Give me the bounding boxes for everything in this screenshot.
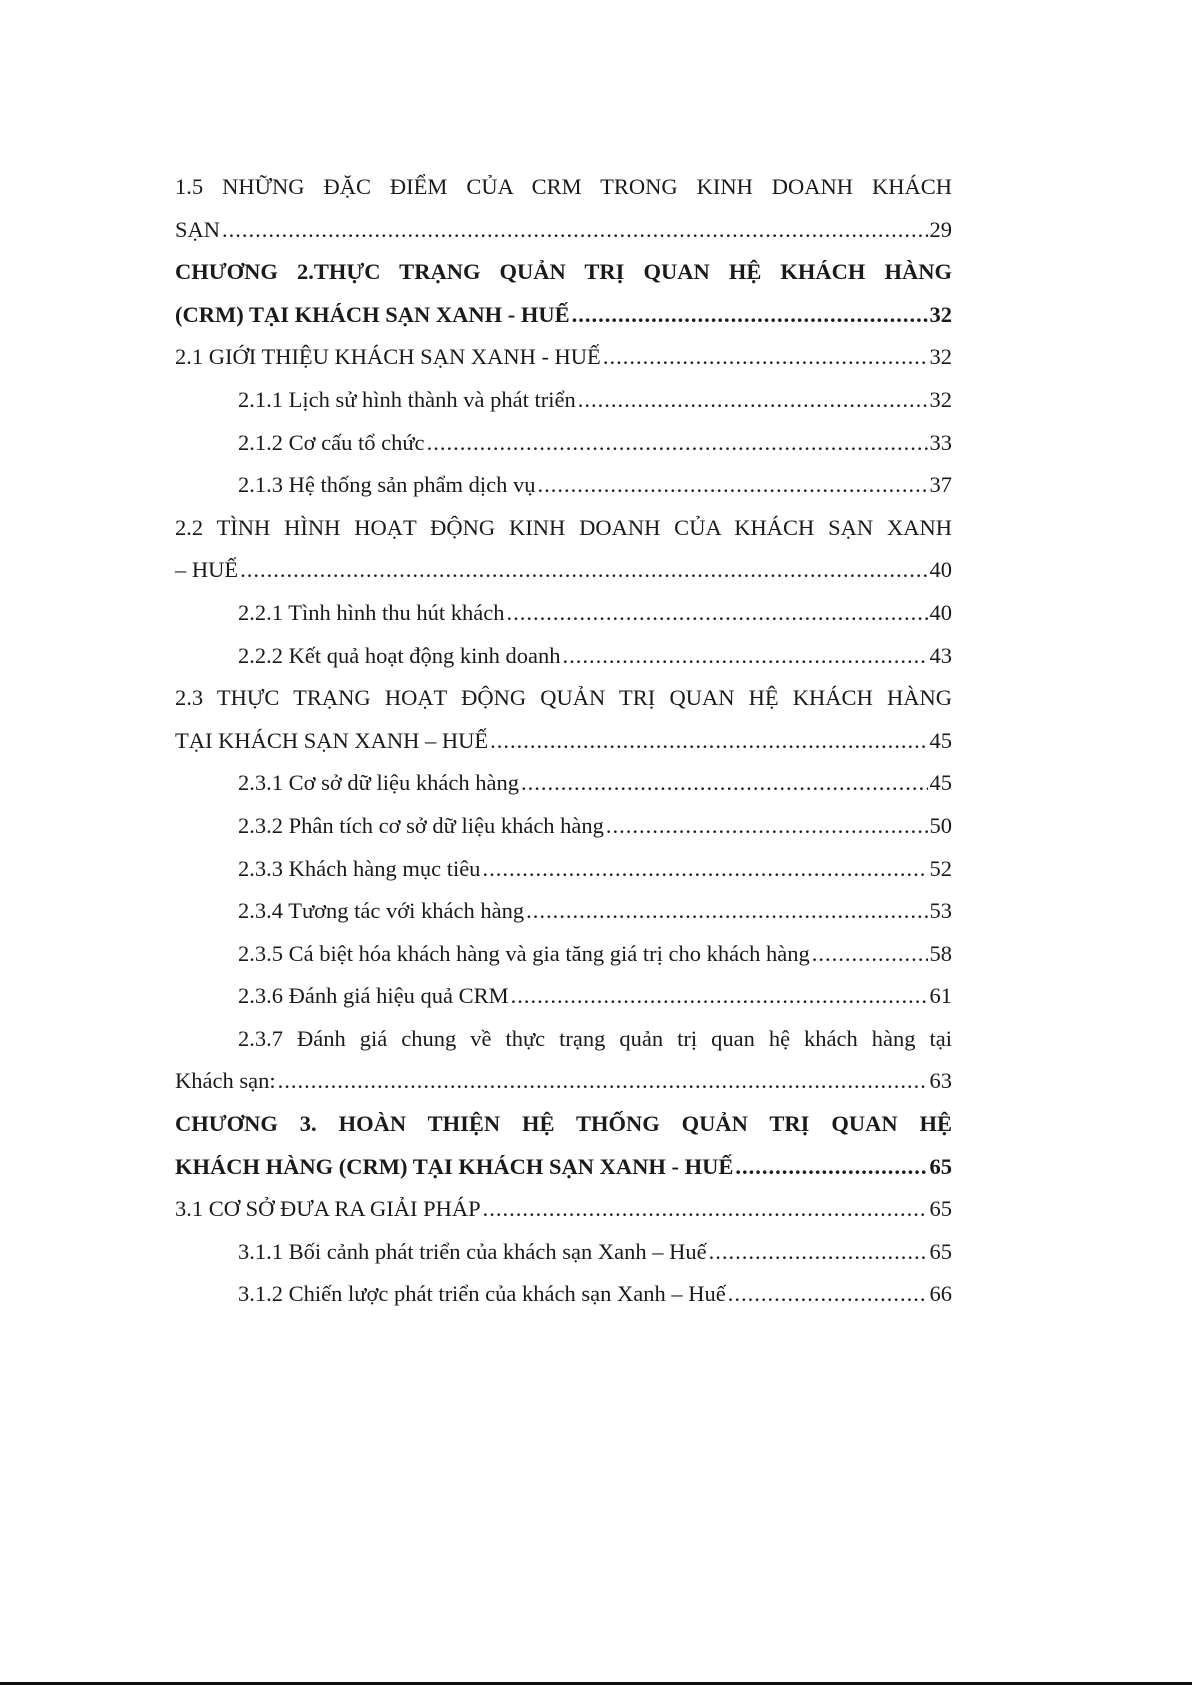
toc-entry-row [175, 336, 952, 379]
toc-entry-title: 3.1 CƠ SỞ ĐƯA RA GIẢI PHÁP [175, 1196, 481, 1222]
toc-page-number: 37 [929, 472, 952, 498]
toc-page-number: 29 [929, 216, 952, 242]
dot-leader [482, 848, 927, 891]
toc-page-number: 33 [929, 429, 952, 455]
toc-entry-title: 3.1.2 Chiến lược phát triển của khách sạn Xanh – Huế [238, 1281, 726, 1307]
toc-entry[interactable] [175, 805, 952, 848]
toc-entry-row [175, 762, 952, 805]
toc-entry-row [175, 805, 952, 848]
dot-leader [537, 464, 927, 507]
dot-leader [728, 1273, 928, 1316]
toc-entry-row [175, 635, 952, 678]
toc-page-number: 53 [929, 898, 952, 924]
toc-entry[interactable] [175, 890, 952, 933]
dot-leader [606, 805, 928, 848]
toc-entry-title: – HUẾ [175, 557, 239, 583]
toc-entry-title: 2.3.6 Đánh giá hiệu quả CRM [238, 983, 509, 1009]
dot-leader [240, 549, 927, 592]
dot-leader [578, 379, 928, 422]
dot-leader [278, 1060, 928, 1103]
toc-entry-title: 2.1.3 Hệ thống sản phẩm dịch vụ [238, 472, 536, 498]
toc-entry-title: 3.1.1 Bối cảnh phát triển của khách sạn Xanh – Huế [238, 1238, 707, 1264]
toc-entry-row [175, 1060, 952, 1103]
toc-page-number: 32 [929, 301, 952, 327]
toc-page-number: 40 [929, 599, 952, 625]
dot-leader [572, 294, 928, 337]
toc-page-number: 66 [929, 1281, 952, 1307]
toc-entry[interactable] [175, 1103, 952, 1188]
toc-entry-row [175, 720, 952, 763]
toc-entry[interactable] [175, 1231, 952, 1274]
toc-entry[interactable] [175, 635, 952, 678]
toc-entry[interactable] [175, 379, 952, 422]
dot-leader [562, 635, 927, 678]
toc-page-number: 45 [929, 770, 952, 796]
toc-entry[interactable] [175, 975, 952, 1018]
toc-page-number: 40 [929, 557, 952, 583]
toc-entry-title: KHÁCH HÀNG (CRM) TẠI KHÁCH SẠN XANH - HUẾ [175, 1153, 734, 1179]
dot-leader [521, 762, 928, 805]
dot-leader [490, 720, 927, 763]
dot-leader [506, 592, 927, 635]
toc-entry[interactable] [175, 848, 952, 891]
toc-entry-row [175, 209, 952, 252]
toc-page-number: 32 [929, 386, 952, 412]
dot-leader [427, 422, 928, 465]
dot-leader [511, 975, 928, 1018]
toc-entry-title: 2.2.2 Kết quả hoạt động kinh doanh [238, 642, 561, 668]
toc-entry-title-line: 2.3 THỰC TRẠNG HOẠT ĐỘNG QUẢN TRỊ QUAN HỆ KHÁCH HÀNG [175, 685, 952, 711]
toc-entry-row [175, 1273, 952, 1316]
toc-entry[interactable] [175, 166, 952, 251]
toc-entry-row [175, 549, 952, 592]
toc-entry-row [175, 422, 952, 465]
toc-entry-title: 2.3.2 Phân tích cơ sở dữ liệu khách hàng [238, 812, 604, 838]
toc-page-number: 32 [929, 344, 952, 370]
toc-entry[interactable] [175, 336, 952, 379]
toc-entry-title: SẠN [175, 216, 221, 242]
toc-entry-row [175, 1231, 952, 1274]
toc-entry[interactable] [175, 251, 952, 336]
toc-entry[interactable] [175, 677, 952, 762]
toc-entry-title: (CRM) TẠI KHÁCH SẠN XANH - HUẾ [175, 301, 570, 327]
toc-page-number: 65 [929, 1153, 952, 1179]
toc-entry-title: 2.1 GIỚI THIỆU KHÁCH SẠN XANH - HUẾ [175, 344, 601, 370]
toc-entry[interactable] [175, 1018, 952, 1103]
toc-entry-row [175, 464, 952, 507]
toc-page-number: 50 [929, 812, 952, 838]
toc-entry-title: 2.1.1 Lịch sử hình thành và phát triển [238, 386, 576, 412]
toc-entry[interactable] [175, 464, 952, 507]
dot-leader [483, 1188, 928, 1231]
table-of-contents [175, 166, 952, 1316]
toc-entry[interactable] [175, 592, 952, 635]
toc-entry-row [175, 379, 952, 422]
toc-entry[interactable] [175, 422, 952, 465]
toc-entry-title: 2.3.3 Khách hàng mục tiêu [238, 855, 481, 881]
toc-page-number: 45 [929, 727, 952, 753]
toc-entry-title: 2.3.4 Tương tác với khách hàng [238, 898, 525, 924]
toc-entry-title: 2.2.1 Tình hình thu hút khách [238, 599, 505, 625]
toc-page-number: 65 [929, 1196, 952, 1222]
toc-page-number: 52 [929, 855, 952, 881]
toc-page-number: 63 [929, 1068, 952, 1094]
toc-entry-title: TẠI KHÁCH SẠN XANH – HUẾ [175, 727, 489, 753]
toc-entry[interactable] [175, 933, 952, 976]
toc-entry-title-line: 2.2 TÌNH HÌNH HOẠT ĐỘNG KINH DOANH CỦA KHÁCH SẠN XANH [175, 514, 952, 540]
dot-leader [222, 209, 927, 252]
toc-page-number: 58 [929, 940, 952, 966]
dot-leader [603, 336, 928, 379]
toc-entry-title: 2.3.1 Cơ sở dữ liệu khách hàng [238, 770, 519, 796]
toc-entry-row [175, 975, 952, 1018]
toc-page-number: 61 [929, 983, 952, 1009]
toc-entry[interactable] [175, 762, 952, 805]
dot-leader [526, 890, 927, 933]
toc-entry-row [175, 592, 952, 635]
toc-entry-row [175, 933, 952, 976]
toc-entry[interactable] [175, 507, 952, 592]
toc-entry-row [175, 1188, 952, 1231]
dot-leader [812, 933, 928, 976]
toc-entry-title: 2.1.2 Cơ cấu tổ chức [238, 429, 425, 455]
dot-leader [709, 1231, 928, 1274]
toc-entry-title-line: 2.3.7 Đánh giá chung về thực trạng quản trị quan hệ khách hàng tại [238, 1025, 952, 1051]
toc-entry-title-line: CHƯƠNG 3. HOÀN THIỆN HỆ THỐNG QUẢN TRỊ QUAN HỆ [175, 1111, 952, 1137]
toc-entry-title-line: CHƯƠNG 2.THỰC TRẠNG QUẢN TRỊ QUAN HỆ KHÁCH HÀNG [175, 259, 952, 285]
toc-page-number: 65 [929, 1238, 952, 1264]
toc-entry-row [175, 294, 952, 337]
toc-entry-title-line: 1.5 NHỮNG ĐẶC ĐIỂM CỦA CRM TRONG KINH DOANH KHÁCH [175, 174, 952, 199]
toc-entry-row [175, 1146, 952, 1189]
toc-page-number: 43 [929, 642, 952, 668]
toc-entry[interactable] [175, 1188, 952, 1231]
toc-entry-row [175, 848, 952, 891]
toc-entry-title: 2.3.5 Cá biệt hóa khách hàng và gia tăng giá trị cho khách hàng [238, 940, 810, 966]
toc-entry-title: Khách sạn: [175, 1068, 276, 1094]
toc-entry[interactable] [175, 1273, 952, 1316]
toc-entry-row [175, 890, 952, 933]
dot-leader [735, 1146, 927, 1189]
